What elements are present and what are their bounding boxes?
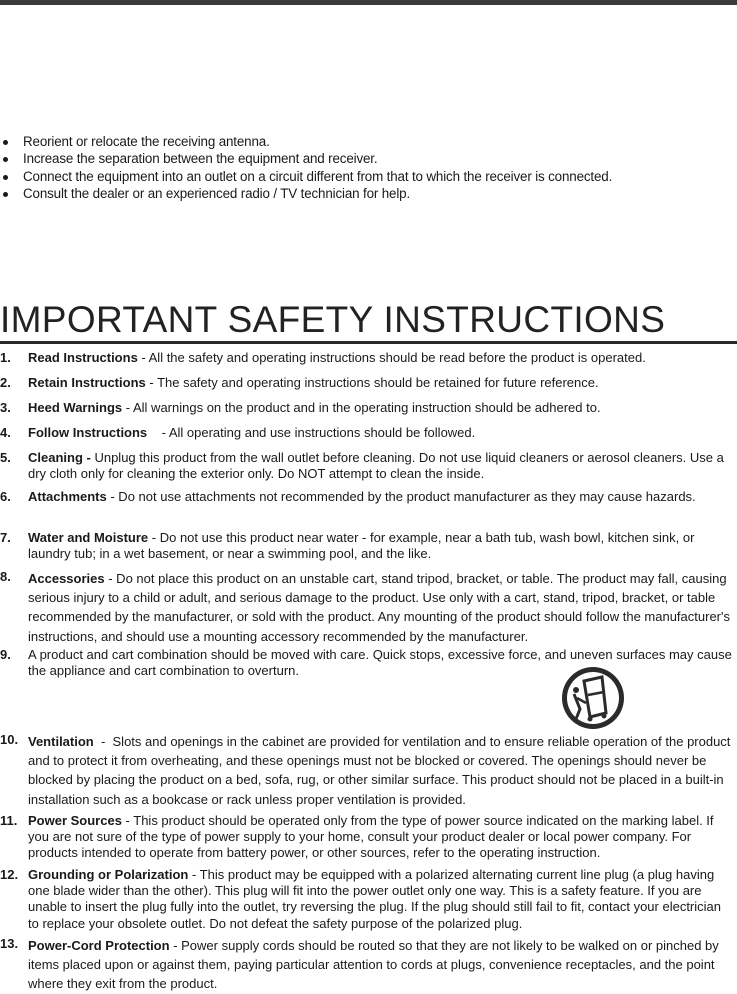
instruction-item (0, 813, 737, 862)
item-title: Power Sources (28, 813, 122, 828)
bullet-icon (3, 157, 8, 162)
item-title: Water and Moisture (28, 530, 149, 545)
instruction-item (0, 400, 737, 416)
item-text: - All warnings on the product and in the operating instruction should be adhered to. (122, 400, 601, 415)
instruction-item (0, 569, 737, 646)
item-number: 5. (0, 450, 11, 465)
item-number: 8. (0, 569, 11, 584)
item-title: Retain Instructions (28, 375, 146, 390)
item-title: Cleaning - (28, 450, 91, 465)
item-number: 6. (0, 489, 11, 504)
heading-underline (0, 341, 737, 344)
list-item (3, 185, 612, 202)
item-title: Attachments (28, 489, 107, 504)
item-text: A product and cart combination should be moved with care. Quick stops, excessive force, and uneven surfaces may cause the appliance and cart combination to overturn. (28, 647, 732, 679)
item-text: - The safety and operating instructions should be retained for future reference. (145, 375, 599, 390)
item-number: 1. (0, 350, 11, 365)
item-title: Ventilation (28, 734, 94, 749)
bullet-text: Reorient or relocate the receiving antenna. (23, 134, 270, 149)
item-number: 7. (0, 530, 11, 545)
instruction-item (0, 867, 737, 932)
item-text: - This product should be operated only from the type of power source indicated on the marking label. If you are not sure of the type of power supply to your home, consult your product dealer or local power company. For products intended to operate from battery power, or other sources, refer to the operating instruction. (28, 813, 714, 861)
instruction-item (0, 936, 737, 994)
item-title: Read Instructions (28, 350, 138, 365)
instruction-item (0, 530, 737, 562)
interference-tips-list (3, 133, 612, 202)
top-rule (0, 0, 737, 5)
instruction-item (0, 450, 737, 482)
item-text: - This product may be equipped with a polarized alternating current line plug (a plug having one blade wider than the other). This plug will fit into the power outlet only one way. This is a safety feature. If you are unable to insert the plug fully into the outlet, try reversing the plug. If the plug should still fail to fit, contact your electrician to replace your obsolete outlet. Do not defeat the safety purpose of the polarized plug. (28, 867, 721, 931)
instruction-item (0, 732, 737, 809)
item-text: - All operating and use instructions should be followed. (147, 425, 476, 440)
item-title: Power-Cord Protection (28, 938, 170, 953)
item-text: - Slots and openings in the cabinet are provided for ventilation and to ensure reliable operation of the product and to protect it from overheating, and these openings must not be blocked or covered. The openings should never be blocked by placing the product on a bed, sofa, rug, or other similar surface. This product should not be placed in a built-in installation such as a bookcase or rack unless proper ventilation is provided. (28, 734, 735, 807)
item-title: Accessories (28, 571, 105, 586)
item-text: - Do not place this product on an unstable cart, stand tripod, bracket, or table. The product may fall, causing serious injury to a child or adult, and serious damage to the product. Use only with a cart, stand, tripod, bracket, or table recommended by the manufacturer, or sold with the product. Any mounting of the product should follow the manufacturer's instructions, and should use a mounting accessory recommended by the manufacturer. (28, 571, 730, 644)
list-item (3, 150, 612, 167)
cart-tip-over-warning-icon (560, 665, 626, 731)
item-title: Grounding or Polarization (28, 867, 189, 882)
instruction-item (0, 489, 737, 505)
item-number: 9. (0, 647, 11, 662)
item-number: 11. (0, 813, 18, 828)
item-title: Heed Warnings (28, 400, 123, 415)
item-number: 2. (0, 375, 11, 390)
item-number: 10. (0, 732, 19, 747)
list-item (3, 133, 612, 150)
item-number: 12. (0, 867, 19, 882)
item-number: 3. (0, 400, 11, 415)
instruction-item (0, 425, 737, 441)
item-title: Follow Instructions (28, 425, 148, 440)
bullet-text: Increase the separation between the equipment and receiver. (23, 151, 378, 167)
item-number: 13. (0, 936, 19, 951)
item-text: - Power supply cords should be routed so that they are not likely to be walked on or pinched by items placed upon or against them, paying particular attention to cords at plugs, convenience receptacles, and the point where they exit from the product. (28, 938, 719, 992)
item-text: - Do not use this product near water - for example, near a bath tub, wash bowl, kitchen sink, or laundry tub; in a wet basement, or near a swimming pool, and the like. (28, 530, 695, 562)
page-title: IMPORTANT SAFETY INSTRUCTIONS (0, 299, 666, 340)
list-item (3, 168, 612, 185)
item-text: - Do not use attachments not recommended by the product manufacturer as they may cause hazards. (106, 489, 696, 504)
bullet-icon (3, 175, 8, 180)
item-number: 4. (0, 425, 11, 440)
bullet-text: Connect the equipment into an outlet on a circuit different from that to which the receiver is connected. (23, 168, 613, 184)
instruction-item (0, 350, 737, 366)
bullet-icon (3, 192, 8, 197)
bullet-icon (3, 140, 8, 145)
bullet-text: Consult the dealer or an experienced radio / TV technician for help. (23, 185, 411, 201)
item-text: Unplug this product from the wall outlet before cleaning. Do not use liquid cleaners or aerosol cleaners. Use a dry cloth only for cleaning the exterior only. Do NOT attempt to clean the inside. (28, 450, 724, 482)
instruction-item (0, 647, 737, 679)
instruction-item (0, 375, 737, 391)
item-text: - All the safety and operating instructions should be read before the product is operated. (137, 350, 646, 365)
